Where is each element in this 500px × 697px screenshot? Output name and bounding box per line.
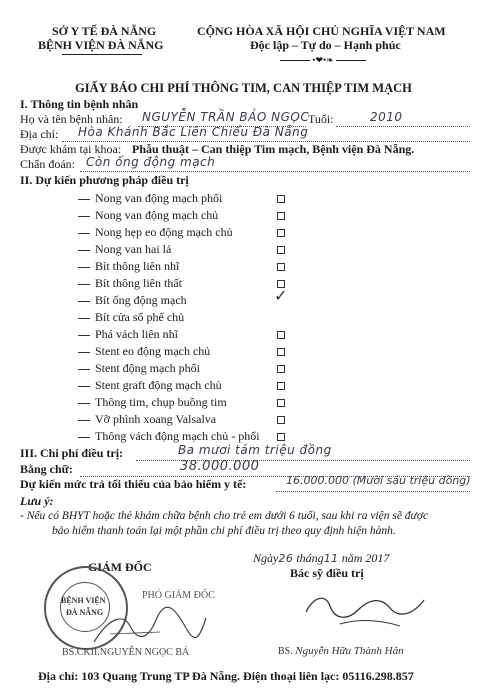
cost-value: Ba mươi tám triệu đồng [178,443,332,457]
procedure-bullet [78,335,90,336]
notes-line1: - Nếu có BHYT hoặc thẻ khám chữa bệnh cho trẻ em dưới 6 tuổi, sau khi ra viện sẽ được [20,510,429,522]
director-name: BS.CKII.NGUYỄN NGỌC BÁ [62,647,190,658]
org-name: SỞ Y TẾ ĐÀ NẴNG [52,24,157,38]
insurance-dots [276,491,470,492]
procedure-checkbox[interactable] [277,399,285,407]
procedure-label: Stent eo động mạch chủ [95,344,211,358]
diagnosis-value: Còn ống động mạch [86,155,216,169]
notes-heading: Lưu ý: [20,494,54,508]
stamp-text-top: BỆNH VIỆN [61,596,106,605]
procedure-label: Thông vách động mạch chủ - phổi [95,429,260,443]
date-year: 2017 [365,551,390,565]
procedure-label: Nong van động mạch chủ [95,208,219,222]
ornament-divider [268,55,378,66]
procedure-checkbox[interactable] [277,348,285,356]
director-title: GIÁM ĐỐC [88,560,152,574]
diagnosis-label: Chẩn đoán: [20,157,75,171]
signature-date [253,551,389,566]
procedure-bullet [78,386,90,387]
procedure-label: Bít thông liên nhĩ [95,259,180,273]
procedure-label: Stent động mạch phổi [95,361,200,375]
age-value: 2010 [370,110,403,124]
age-dots [336,126,470,127]
procedure-label: Nong van hai lá [95,242,172,256]
procedure-checkbox[interactable] [277,416,285,424]
date-month: 11 [323,552,339,565]
procedure-label: Bít ống động mạch [95,293,187,307]
procedure-label: Nong van động mạch phổi [95,191,223,205]
address-label: Địa chỉ: [20,127,59,141]
procedure-checkbox[interactable] [277,229,285,237]
procedure-bullet [78,352,90,353]
hospital-name: BỆNH VIỆN ĐÀ NẴNG [38,38,164,52]
stamp-text-bottom: ĐÀ NẴNG [66,608,104,617]
doctor-name: Nguyễn Hữu Thành Hân [295,645,404,657]
words-label: Bằng chữ: [20,462,73,476]
date-prefix: Ngày [253,551,279,565]
footer-address: Địa chỉ: 103 Quang Trung TP Đà Nẵng. Điện thoại liên lạc: 05116.298.857 [38,669,414,683]
doctor-name-line [278,645,404,657]
procedure-label: Thông tim, chụp buồng tim [95,395,227,409]
doctor-title: Bác sỹ điều trị [290,566,364,580]
section2-heading: II. Dự kiến phương pháp điều trị [20,173,189,187]
nation-name: CỘNG HÒA XÃ HỘI CHỦ NGHĨA VIỆT NAM [197,24,446,38]
procedure-bullet [78,284,90,285]
dept-label: Được khám tại khoa: [20,142,122,156]
procedure-bullet [78,233,90,234]
procedure-bullet [78,403,90,404]
dept-value: Phẫu thuật – Can thiệp Tim mạch, Bệnh viện Đà Nẵng. [132,142,415,156]
cost-label: III. Chi phí điều trị: [20,446,124,460]
procedure-bullet [78,301,90,302]
procedure-checkbox[interactable] [277,365,285,373]
ornament-icon: •❤•❧ [312,55,334,65]
procedure-label: Bít thông liên thất [95,276,182,290]
insurance-value: 16.000.000 (Mười sáu triệu đồng) [286,474,471,487]
deputy-title: PHÓ GIÁM ĐỐC [142,590,215,601]
date-year-label: năm [341,551,363,565]
date-month-label: tháng [296,551,324,565]
procedure-bullet [78,267,90,268]
document-title: GIẤY BÁO CHI PHÍ THÔNG TIM, CAN THIỆP TIM MẠCH [75,81,412,95]
procedure-bullet [78,369,90,370]
procedure-bullet [78,199,90,200]
patient-name-value: NGUYỄN TRẦN BẢO NGỌC [142,110,310,124]
doctor-signature [300,582,430,632]
diagnosis-dots [80,171,470,172]
procedure-checkbox[interactable] [277,212,285,220]
procedure-bullet [78,318,90,319]
date-day: 26 [278,552,294,565]
header-underline-left [62,54,142,55]
section1-heading: I. Thông tin bệnh nhân [20,97,139,111]
procedure-label: Bít cửa sổ phế chủ [95,310,185,324]
procedure-label: Nong hẹp eo động mạch chủ [95,225,233,239]
insurance-label: Dự kiến mức trả tối thiểu của bảo hiểm y tế: [20,477,247,491]
doctor-prefix: BS. [278,646,293,657]
check-mark-icon[interactable]: ✓ [274,288,288,305]
procedure-bullet [78,437,90,438]
director-signature [90,606,210,648]
procedure-bullet [78,420,90,421]
procedure-bullet [78,216,90,217]
procedure-checkbox[interactable] [277,331,285,339]
notes-line2: bảo hiểm thanh toán lại một phần chi phí điều trị theo quy định hiện hành. [52,525,396,537]
patient-name-label: Họ và tên bệnh nhân: [20,112,123,126]
procedure-checkbox[interactable] [277,246,285,254]
age-label: Tuổi: [308,112,334,126]
nation-motto: Độc lập – Tự do – Hạnh phúc [250,38,401,52]
procedure-label: Stent graft động mạch chủ [95,378,222,392]
words-value: 38.000.000 [180,459,260,474]
procedure-checkbox[interactable] [277,433,285,441]
procedure-label: Vỡ phình xoang Valsalva [95,412,217,426]
procedure-label: Phá vách liên nhĩ [95,327,178,341]
procedure-checkbox[interactable] [277,195,285,203]
procedure-bullet [78,250,90,251]
procedure-checkbox[interactable] [277,382,285,390]
address-value: Hòa Khánh Bắc Liên Chiểu Đà Nẵng [78,125,309,139]
procedure-checkbox[interactable] [277,263,285,271]
